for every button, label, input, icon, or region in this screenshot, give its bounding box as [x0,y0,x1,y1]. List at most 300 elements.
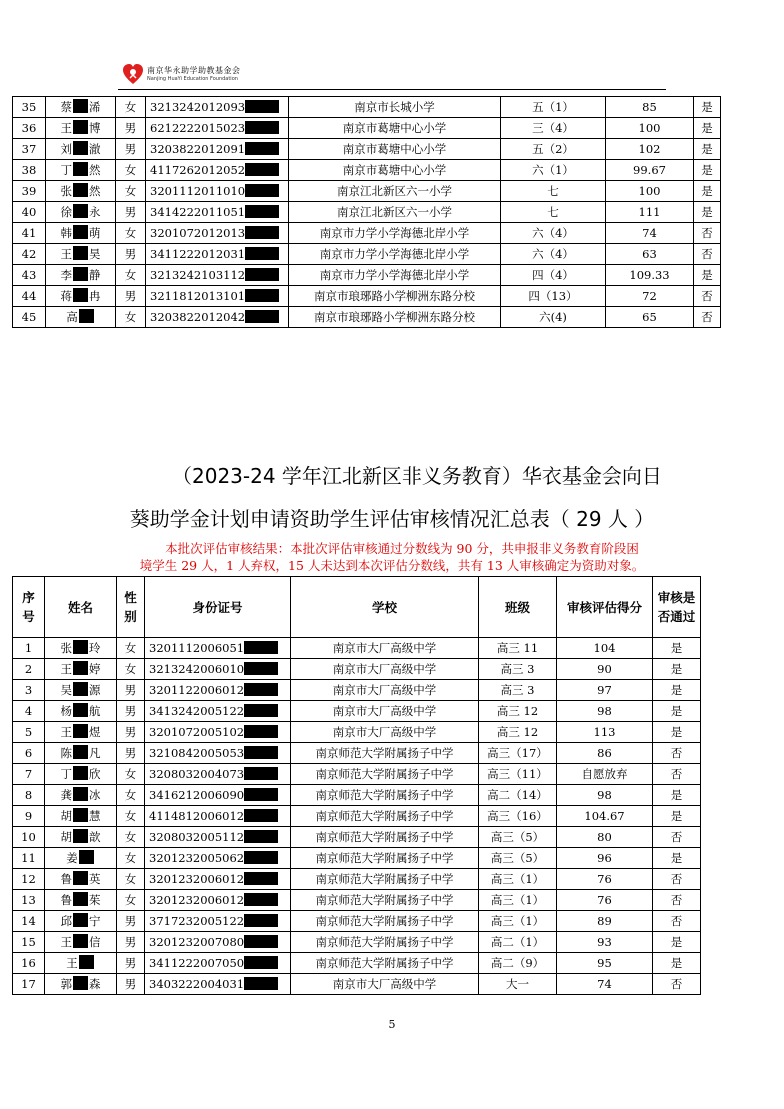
gender: 女 [117,869,145,890]
id-number: 3201072012013 [146,223,289,244]
school: 南京市大厂高级中学 [291,638,479,659]
redaction-mask [245,142,279,155]
id-number: 3203822012042 [146,307,289,328]
score: 63 [606,244,694,265]
redaction-mask [79,850,94,864]
id-number: 3213242006010 [145,659,291,680]
redaction-mask [73,246,88,260]
school: 南京市葛塘中心小学 [289,118,501,139]
table-header-row [13,577,701,638]
student-name: 高 [46,307,116,328]
pass-status: 否 [653,869,701,890]
score: 97 [557,680,653,701]
gender: 女 [116,265,146,286]
score: 89 [557,911,653,932]
row-no: 40 [13,202,46,223]
row-no: 6 [13,743,45,764]
redaction-mask [244,788,278,801]
table-row [13,307,721,328]
id-number: 3201072005102 [145,722,291,743]
id-number: 4117262012052 [146,160,289,181]
row-no: 43 [13,265,46,286]
student-name: 鲁 英 [45,869,117,890]
redaction-mask [79,955,94,969]
score: 100 [606,118,694,139]
score: 74 [557,974,653,995]
gender: 男 [116,202,146,223]
row-no: 4 [13,701,45,722]
student-name: 龚 冰 [45,785,117,806]
school: 南京师范大学附属扬子中学 [291,764,479,785]
score: 113 [557,722,653,743]
class: 高三（1） [479,869,557,890]
redaction-mask [244,725,278,738]
pass-status: 是 [653,638,701,659]
score: 72 [606,286,694,307]
table-row [13,953,701,974]
id-number: 3213242103112 [146,265,289,286]
score: 自愿放弃 [557,764,653,785]
table-row [13,244,721,265]
redaction-mask [73,892,88,906]
school: 南京市葛塘中心小学 [289,160,501,181]
school: 南京师范大学附属扬子中学 [291,785,479,806]
row-no: 39 [13,181,46,202]
student-name: 李 静 [46,265,116,286]
row-no: 12 [13,869,45,890]
gender: 男 [117,722,145,743]
student-name: 蔡 浠 [46,97,116,118]
pass-status: 是 [694,202,721,223]
score: 85 [606,97,694,118]
table-row [13,827,701,848]
id-number: 3416212006090 [145,785,291,806]
table-row [13,659,701,680]
student-name: 张 玲 [45,638,117,659]
gender: 女 [117,659,145,680]
row-no: 36 [13,118,46,139]
student-name: 邱 宁 [45,911,117,932]
table-row [13,890,701,911]
gender: 女 [116,97,146,118]
redaction-mask [245,289,279,302]
class: 高二（1） [479,932,557,953]
school: 南京江北新区六一小学 [289,181,501,202]
student-name: 胡 慧 [45,806,117,827]
redaction-mask [73,661,88,675]
pass-status: 否 [653,827,701,848]
redaction-mask [73,976,88,990]
pass-status: 是 [653,659,701,680]
redaction-mask [73,162,88,176]
row-no: 13 [13,890,45,911]
school: 南京市葛塘中心小学 [289,139,501,160]
row-no: 2 [13,659,45,680]
row-no: 8 [13,785,45,806]
id-number: 3208032004073 [145,764,291,785]
school: 南京师范大学附属扬子中学 [291,869,479,890]
redaction-mask [73,787,88,801]
pass-status: 否 [694,223,721,244]
id-number: 3403222004031 [145,974,291,995]
student-name: 王 昊 [46,244,116,265]
id-number: 3211812013101 [146,286,289,307]
row-no: 3 [13,680,45,701]
row-no: 38 [13,160,46,181]
school: 南京市大厂高级中学 [291,680,479,701]
redaction-mask [79,309,94,323]
school: 南京市长城小学 [289,97,501,118]
foundation-logo [122,62,272,88]
score: 86 [557,743,653,764]
school: 南京江北新区六一小学 [289,202,501,223]
score: 104 [557,638,653,659]
gender: 男 [116,286,146,307]
student-name: 王 [45,953,117,974]
pass-status: 是 [653,953,701,974]
page-number: 5 [388,1018,396,1031]
row-no: 7 [13,764,45,785]
class: 七 [501,181,606,202]
redaction-mask [244,872,278,885]
redaction-mask [244,683,278,696]
gender: 女 [116,307,146,328]
student-name: 陈 凡 [45,743,117,764]
redaction-mask [245,163,279,176]
pass-status: 是 [653,785,701,806]
redaction-mask [244,977,278,990]
table-row [13,974,701,995]
gender: 男 [117,701,145,722]
id-number: 3203822012091 [146,139,289,160]
id-number: 6212222015023 [146,118,289,139]
pass-status: 是 [694,181,721,202]
table-row [13,743,701,764]
gender: 男 [117,974,145,995]
gender: 女 [116,223,146,244]
redaction-mask [73,183,88,197]
id-number: 3201232005062 [145,848,291,869]
id-number: 3213242012093 [146,97,289,118]
gender: 女 [117,638,145,659]
student-name: 王 煜 [45,722,117,743]
id-number: 4114812006012 [145,806,291,827]
table-row [13,223,721,244]
gender: 男 [116,244,146,265]
class: 六（1） [501,160,606,181]
id-number: 3201112006051 [145,638,291,659]
pass-status: 是 [694,97,721,118]
class: 高三 11 [479,638,557,659]
score: 109.33 [606,265,694,286]
class: 高三 3 [479,680,557,701]
gender: 男 [117,932,145,953]
school: 南京市力学小学海德北岸小学 [289,265,501,286]
redaction-mask [244,641,278,654]
gender: 男 [116,139,146,160]
header-class: 班级 [479,577,557,638]
redaction-mask [73,225,88,239]
header-gender: 性 别 [117,577,145,638]
id-number: 3411222012031 [146,244,289,265]
score: 76 [557,890,653,911]
pass-status: 是 [653,701,701,722]
redaction-mask [244,956,278,969]
id-number: 3201112011010 [146,181,289,202]
row-no: 5 [13,722,45,743]
redaction-mask [73,288,88,302]
school: 南京市琅琊路小学柳洲东路分校 [289,286,501,307]
row-no: 15 [13,932,45,953]
class: 高三（5） [479,827,557,848]
class: 高二（14） [479,785,557,806]
result-note-line2: 境学生 29 人，1 人弃权，15 人未达到本次评估分数线，共有 13 人审核确定为资助对象。 [139,558,645,573]
redaction-mask [73,808,88,822]
student-name: 蒋 冉 [46,286,116,307]
row-no: 42 [13,244,46,265]
table-row [13,764,701,785]
school: 南京师范大学附属扬子中学 [291,911,479,932]
table-row [13,869,701,890]
id-number: 3411222007050 [145,953,291,974]
student-name: 王 信 [45,932,117,953]
table-row [13,202,721,223]
gender: 男 [117,680,145,701]
table-row [13,932,701,953]
redaction-mask [245,100,279,113]
redaction-mask [73,204,88,218]
school: 南京师范大学附属扬子中学 [291,743,479,764]
row-no: 16 [13,953,45,974]
class: 三（4） [501,118,606,139]
redaction-mask [73,829,88,843]
redaction-mask [244,662,278,675]
id-number: 3208032005112 [145,827,291,848]
pass-status: 是 [653,806,701,827]
header-score: 审核评估得分 [557,577,653,638]
redaction-mask [73,934,88,948]
table-row [13,638,701,659]
class: 高二（9） [479,953,557,974]
header-pass: 审核是 否通过 [653,577,701,638]
pass-status: 否 [653,743,701,764]
score: 95 [557,953,653,974]
redaction-mask [244,935,278,948]
gender: 女 [116,181,146,202]
gender: 女 [117,764,145,785]
document-title-line1: （2023-24 学年江北新区非义务教育）华衣基金会向日 [172,464,662,488]
table-row [13,848,701,869]
class: 六(4) [501,307,606,328]
class: 高三（11） [479,764,557,785]
row-no: 14 [13,911,45,932]
redaction-mask [245,205,279,218]
gender: 女 [117,785,145,806]
student-name: 张 然 [46,181,116,202]
redaction-mask [73,99,88,113]
redaction-mask [73,871,88,885]
school: 南京师范大学附属扬子中学 [291,932,479,953]
gender: 女 [117,848,145,869]
school: 南京市大厂高级中学 [291,701,479,722]
id-number: 3201232006012 [145,869,291,890]
class: 四（4） [501,265,606,286]
row-no: 9 [13,806,45,827]
redaction-mask [245,226,279,239]
score: 74 [606,223,694,244]
student-name: 王 博 [46,118,116,139]
header-name: 姓名 [45,577,117,638]
score: 102 [606,139,694,160]
school: 南京师范大学附属扬子中学 [291,890,479,911]
class: 六（4） [501,223,606,244]
class: 高三（16） [479,806,557,827]
score: 96 [557,848,653,869]
score: 100 [606,181,694,202]
score: 90 [557,659,653,680]
gender: 男 [117,953,145,974]
pass-status: 是 [694,139,721,160]
row-no: 37 [13,139,46,160]
school: 南京市大厂高级中学 [291,659,479,680]
redaction-mask [73,766,88,780]
heart-logo-icon [122,62,144,86]
pass-status: 是 [694,265,721,286]
student-name: 丁 然 [46,160,116,181]
class: 四（13） [501,286,606,307]
redaction-mask [73,703,88,717]
pass-status: 是 [653,932,701,953]
row-no: 11 [13,848,45,869]
student-name: 徐 永 [46,202,116,223]
id-number: 3717232005122 [145,911,291,932]
school: 南京市力学小学海德北岸小学 [289,244,501,265]
redaction-mask [244,767,278,780]
document-title-line2: 葵助学金计划申请资助学生评估审核情况汇总表（ 29 人 ） [129,507,655,531]
pass-status: 否 [653,974,701,995]
student-name: 胡 歆 [45,827,117,848]
student-name: 王 婷 [45,659,117,680]
student-name: 韩 萌 [46,223,116,244]
redaction-mask [244,704,278,717]
score: 104.67 [557,806,653,827]
table-row [13,722,701,743]
table-row [13,160,721,181]
redaction-mask [245,184,279,197]
redaction-mask [73,141,88,155]
id-number: 3201122006012 [145,680,291,701]
table-row [13,785,701,806]
redaction-mask [244,830,278,843]
school: 南京市大厂高级中学 [291,974,479,995]
table-row [13,181,721,202]
school: 南京师范大学附属扬子中学 [291,848,479,869]
row-no: 45 [13,307,46,328]
redaction-mask [245,310,279,323]
school: 南京市大厂高级中学 [291,722,479,743]
redaction-mask [244,893,278,906]
redaction-mask [244,746,278,759]
class: 大一 [479,974,557,995]
redaction-mask [73,724,88,738]
school: 南京市力学小学海德北岸小学 [289,223,501,244]
class: 高三（5） [479,848,557,869]
row-no: 44 [13,286,46,307]
id-number: 3210842005053 [145,743,291,764]
gender: 女 [117,890,145,911]
table-row [13,118,721,139]
redaction-mask [73,745,88,759]
row-no: 41 [13,223,46,244]
class: 五（2） [501,139,606,160]
row-no: 10 [13,827,45,848]
row-no: 17 [13,974,45,995]
table-row [13,286,721,307]
redaction-mask [73,913,88,927]
redaction-mask [244,914,278,927]
student-name: 鲁 茱 [45,890,117,911]
pass-status: 否 [694,286,721,307]
table-row [13,139,721,160]
class: 高三（1） [479,911,557,932]
header-no: 序 号 [13,577,45,638]
redaction-mask [73,120,88,134]
pass-status: 否 [653,890,701,911]
pass-status: 是 [694,160,721,181]
table-row [13,97,721,118]
result-note-line1: 本批次评估审核结果：本批次评估审核通过分数线为 90 分，共申报非义务教育阶段困 [165,541,639,556]
table-row [13,911,701,932]
id-number: 3201232007080 [145,932,291,953]
row-no: 1 [13,638,45,659]
pass-status: 是 [653,680,701,701]
id-number: 3414222011051 [146,202,289,223]
school: 南京师范大学附属扬子中学 [291,953,479,974]
gender: 男 [117,911,145,932]
class: 六（4） [501,244,606,265]
gender: 男 [117,743,145,764]
redaction-mask [73,640,88,654]
student-name: 丁 欣 [45,764,117,785]
score: 80 [557,827,653,848]
redaction-mask [73,267,88,281]
org-name-cn: 南京华永助学助教基金会 [147,66,241,75]
student-name: 姜 [45,848,117,869]
primary-school-table [12,96,721,328]
score: 98 [557,785,653,806]
score: 93 [557,932,653,953]
student-name: 刘 澈 [46,139,116,160]
student-name: 郭 森 [45,974,117,995]
class: 高三（17） [479,743,557,764]
pass-status: 是 [653,722,701,743]
student-name: 吴 源 [45,680,117,701]
redaction-mask [73,682,88,696]
class: 高三 3 [479,659,557,680]
score: 76 [557,869,653,890]
gender: 男 [116,118,146,139]
table-row [13,265,721,286]
school: 南京师范大学附属扬子中学 [291,827,479,848]
class: 五（1） [501,97,606,118]
pass-status: 是 [653,848,701,869]
class: 高三 12 [479,722,557,743]
class: 高三 12 [479,701,557,722]
school: 南京市琅琊路小学柳洲东路分校 [289,307,501,328]
redaction-mask [244,851,278,864]
gender: 女 [117,827,145,848]
non-compulsory-education-table [12,576,701,995]
